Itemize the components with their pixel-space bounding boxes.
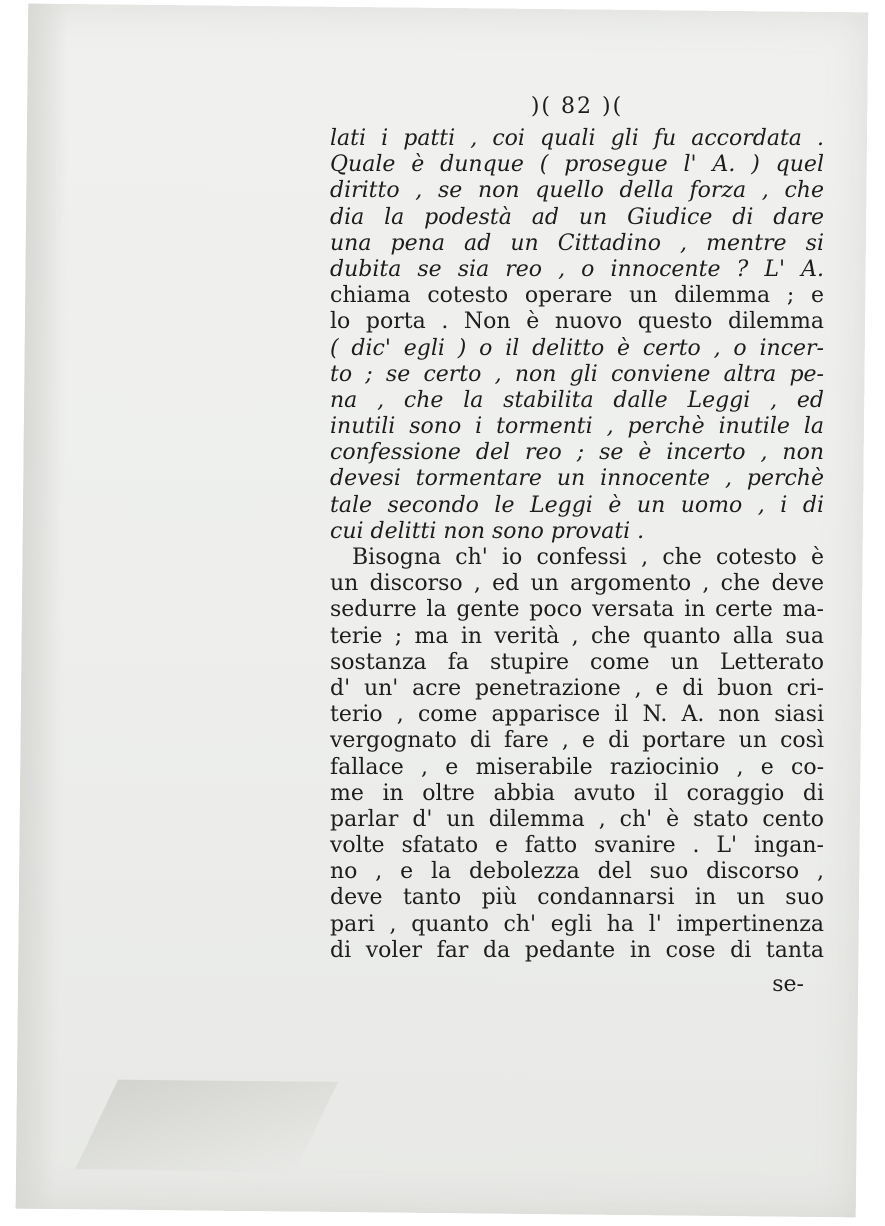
text-line: d' un' acre penetrazione , e di buon cri- bbox=[330, 675, 824, 701]
catchword: se- bbox=[772, 972, 804, 997]
page-left-edge bbox=[16, 4, 69, 1209]
text-line: inutili sono i tormenti , perchè inutile la bbox=[330, 414, 824, 440]
page-fold-shadow bbox=[75, 1080, 338, 1172]
text-line: volte sfatato e fatto svanire . L' ingan- bbox=[330, 833, 824, 859]
text-line: na , che la stabilita dalle Leggi , ed bbox=[330, 387, 824, 413]
text-line: devesi tormentare un innocente , perchè bbox=[330, 466, 824, 492]
text-line: chiama cotesto operare un dilemma ; e bbox=[330, 283, 824, 309]
text-line: confessione del reo ; se è incerto , non bbox=[330, 440, 824, 466]
text-line: pari , quanto ch' egli ha l' impertinenza bbox=[330, 911, 824, 937]
text-line: vergognato di fare , e di portare un così bbox=[330, 728, 824, 754]
running-head-page-number: )( 82 )( bbox=[530, 94, 624, 119]
text-line: terie ; ma in verità , che quanto alla sua bbox=[330, 623, 824, 649]
text-line: tale secondo le Leggi è un uomo , i di bbox=[330, 492, 824, 518]
text-line: lo porta . Non è nuovo questo dilemma bbox=[330, 309, 824, 335]
text-line: to ; se certo , non gli conviene altra pe- bbox=[330, 361, 824, 387]
text-line: fallace , e miserabile raziocinio , e co- bbox=[330, 754, 824, 780]
text-line: un discorso , ed un argomento , che deve bbox=[330, 571, 824, 597]
text-line: Quale è dunque ( prosegue l' A. ) quel bbox=[330, 152, 824, 178]
page-text-block bbox=[330, 92, 824, 997]
text-line: dia la podestà ad un Giudice di dare bbox=[330, 204, 824, 230]
text-line: parlar d' un dilemma , ch' è stato cento bbox=[330, 806, 824, 832]
text-line: lati i patti , coi quali gli fu accordata . bbox=[330, 126, 824, 151]
text-line: no , e la debolezza del suo discorso , bbox=[330, 859, 824, 885]
text-line: terio , come apparisce il N. A. non siasi bbox=[330, 702, 824, 728]
text-line: deve tanto più condannarsi in un suo bbox=[330, 885, 824, 911]
text-line: me in oltre abbia avuto il coraggio di bbox=[330, 780, 824, 806]
text-line: ( dic' egli ) o il delitto è certo , o incer- bbox=[330, 335, 824, 361]
text-line: dubita se sia reo , o innocente ? L' A. bbox=[330, 256, 824, 282]
text-line: una pena ad un Cittadino , mentre si bbox=[330, 230, 824, 256]
text-line: cui delitti non sono provati . bbox=[330, 518, 645, 544]
paragraph-start-line: Bisogna ch' io confessi , che cotesto è bbox=[352, 545, 824, 570]
text-line: diritto , se non quello della forza , che bbox=[330, 178, 824, 204]
text-line: sostanza fa stupire come un Letterato bbox=[330, 649, 824, 675]
text-line: di voler far da pedante in cose di tanta bbox=[330, 937, 824, 963]
text-line: sedurre la gente poco versata in certe ma- bbox=[330, 597, 824, 623]
